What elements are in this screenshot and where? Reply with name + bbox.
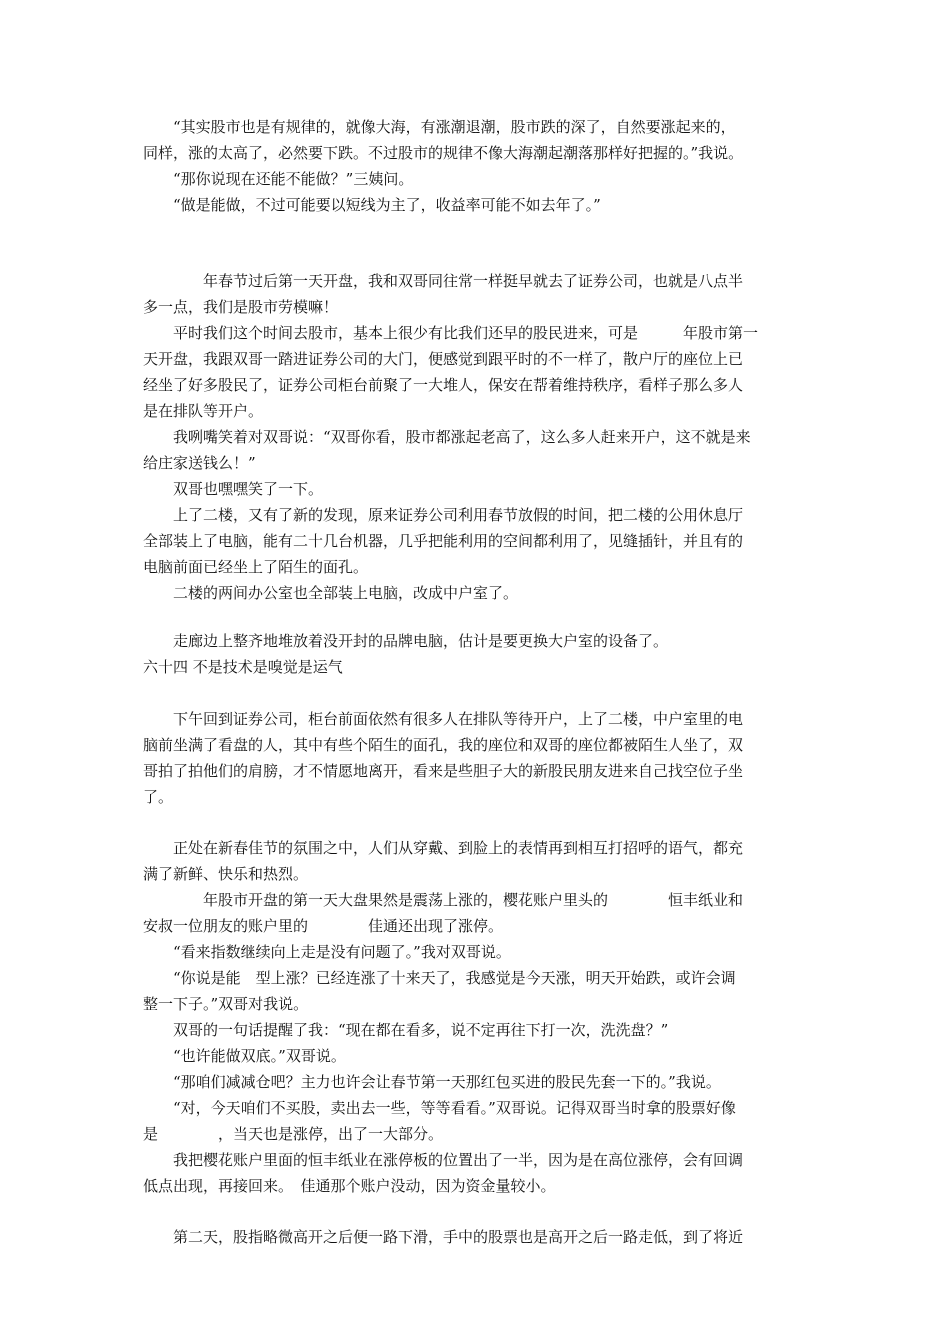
- paragraph-line: 年春节过后第一天开盘，我和双哥同往常一样挺早就去了证券公司，也就是八点半: [143, 272, 744, 290]
- paragraph-line: “那咱们减减仓吧？主力也许会让春节第一天那红包买进的股民先套一下的。”我说。: [143, 1073, 721, 1091]
- paragraph-line: 是 ，当天也是涨停，出了一大部分。: [143, 1125, 444, 1143]
- paragraph-line: 平时我们这个时间去股市，基本上很少有比我们还早的股民进来，可是 年股市第一: [143, 324, 759, 342]
- paragraph-line: 第二天，股指略微高开之后便一路下滑，手中的股票也是高开之后一路走低，到了将近: [143, 1228, 744, 1246]
- paragraph-line: 同样，涨的太高了，必然要下跌。不过股市的规律不像大海潮起潮落那样好把握的。”我说。: [143, 144, 744, 162]
- paragraph-line: “其实股市也是有规律的，就像大海，有涨潮退潮，股市跌的深了，自然要涨起来的，: [143, 118, 736, 136]
- paragraph-line: 年股市开盘的第一天大盘果然是震荡上涨的，樱花账户里头的 恒丰纸业和: [143, 891, 744, 909]
- paragraph-line: 哥拍了拍他们的肩膀，才不情愿地离开，看来是些胆子大的新股民朋友进来自己找空位子坐: [143, 762, 744, 780]
- paragraph-line: 给庄家送钱么！”: [143, 454, 256, 472]
- paragraph-line: 经坐了好多股民了，证券公司柜台前聚了一大堆人，保安在帮着维持秩序，看样子那么多人: [143, 376, 744, 394]
- paragraph-line: 下午回到证券公司，柜台前面依然有很多人在排队等待开户，上了二楼，中户室里的电: [143, 710, 744, 728]
- paragraph-line: 整一下子。”双哥对我说。: [143, 995, 309, 1013]
- paragraph-line: 我把樱花账户里面的恒丰纸业在涨停板的位置出了一半，因为是在高位涨停，会有回调: [143, 1151, 744, 1169]
- paragraph-line: 低点出现，再接回来。 佳通那个账户没动，因为资金量较小。: [143, 1177, 556, 1195]
- paragraph-line: 天开盘，我跟双哥一踏进证券公司的大门，便感觉到跟平时的不一样了，散户厅的座位上已: [143, 350, 744, 368]
- paragraph-line: 电脑前面已经坐上了陌生的面孔。: [143, 558, 369, 576]
- paragraph-line: 走廊边上整齐地堆放着没开封的品牌电脑，估计是要更换大户室的设备了。: [143, 632, 669, 650]
- paragraph-line: 我咧嘴笑着对双哥说：“双哥你看，股市都涨起老高了，这么多人赶来开户，这不就是来: [143, 428, 751, 446]
- chapter-heading: 六十四 不是技术是嗅觉是运气: [143, 658, 343, 676]
- paragraph-line: “看来指数继续向上走是没有问题了。”我对双哥说。: [143, 943, 511, 961]
- paragraph-line: 多一点，我们是股市劳模嘛！: [143, 298, 339, 316]
- paragraph-line: 二楼的两间办公室也全部装上电脑，改成中户室了。: [143, 584, 519, 602]
- paragraph-line: 上了二楼，又有了新的发现，原来证券公司利用春节放假的时间，把二楼的公用休息厅: [143, 506, 744, 524]
- paragraph-line: “那你说现在还能不能做？”三姨问。: [143, 170, 414, 188]
- paragraph-line: 全部装上了电脑，能有二十几台机器，几乎把能利用的空间都利用了，见缝插针，并且有的: [143, 532, 744, 550]
- paragraph-line: 双哥也嘿嘿笑了一下。: [143, 480, 324, 498]
- paragraph-line: “做是能做，不过可能要以短线为主了，收益率可能不如去年了。”: [143, 196, 601, 214]
- paragraph-line: 脑前坐满了看盘的人，其中有些个陌生的面孔，我的座位和双哥的座位都被陌生人坐了，双: [143, 736, 744, 754]
- paragraph-line: 安叔一位朋友的账户里的 佳通还出现了涨停。: [143, 917, 504, 935]
- paragraph-line: 是在排队等开户。: [143, 402, 264, 420]
- paragraph-line: 了。: [143, 788, 174, 806]
- paragraph-line: 双哥的一句话提醒了我：“现在都在看多，说不定再往下打一次，洗洗盘？”: [143, 1021, 669, 1039]
- paragraph-line: “对，今天咱们不买股，卖出去一些，等等看看。”双哥说。记得双哥当时拿的股票好像: [143, 1099, 736, 1117]
- paragraph-line: 满了新鲜、快乐和热烈。: [143, 865, 309, 883]
- paragraph-line: “也许能做双底。”双哥说。: [143, 1047, 346, 1065]
- paragraph-line: “你说是能 型上涨？已经连涨了十来天了，我感觉是今天涨，明天开始跌，或许会调: [143, 969, 736, 987]
- paragraph-line: 正处在新春佳节的氛围之中，人们从穿戴、到脸上的表情再到相互打招呼的语气，都充: [143, 839, 744, 857]
